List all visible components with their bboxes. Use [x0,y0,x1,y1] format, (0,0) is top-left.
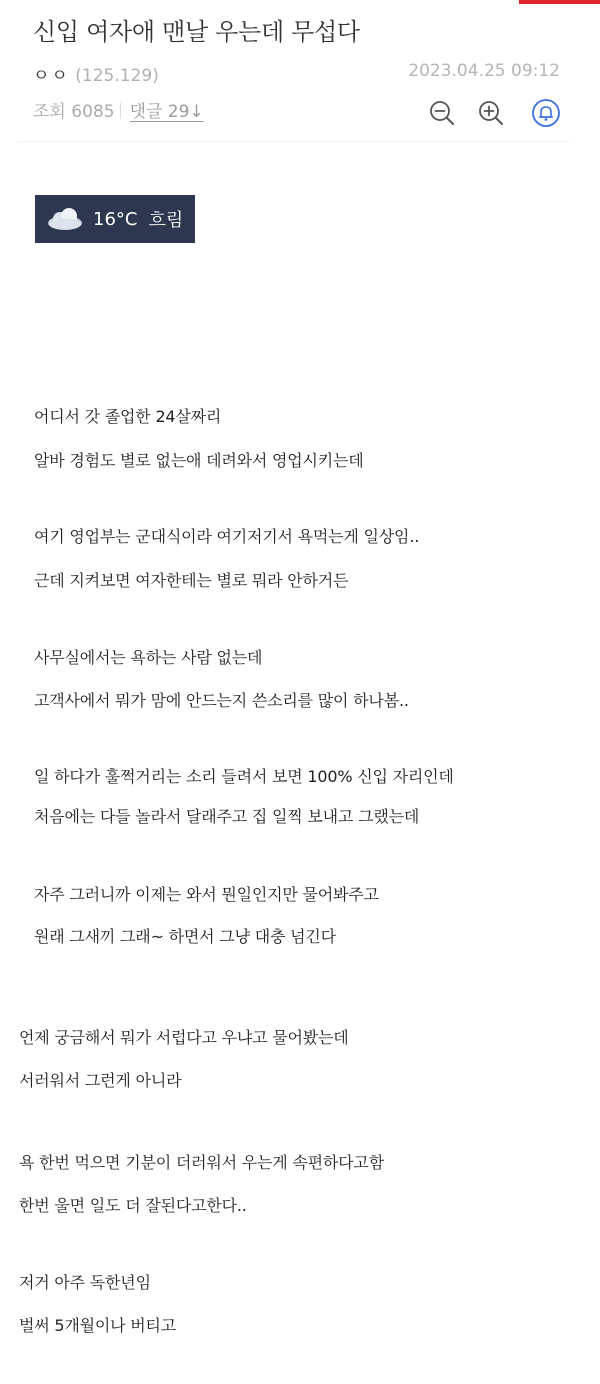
post-stats [33,97,204,123]
author-ip: (125.129) [75,66,159,86]
header-divider [18,141,570,142]
author-info[interactable] [33,61,159,86]
post-meta [33,61,560,85]
notification-button[interactable] [531,98,561,128]
weather-badge [35,195,195,243]
top-accent-tab [519,0,600,4]
stat-divider [120,103,121,119]
body-line: 고객사에서 뭐가 맘에 안드는지 쓴소리를 많이 하나봄.. [34,691,409,710]
body-line: 한번 울면 일도 더 잘된다고한다.. [19,1196,247,1215]
zoom-out-button[interactable] [427,98,457,128]
post-date: 2023.04.25 09:12 [408,61,560,81]
body-line: 알바 경험도 별로 없는애 데려와서 영업시키는데 [34,451,364,470]
body-line: 사무실에서는 욕하는 사람 없는데 [34,648,263,667]
body-line: 근데 지켜보면 여자한테는 별로 뭐라 안하거든 [34,571,349,590]
body-line: 여기 영업부는 군대식이라 여기저기서 욕먹는게 일상임.. [34,527,420,546]
body-line: 벌써 5개월이나 버티고 [19,1316,177,1335]
weather-temperature: 16°C [93,208,138,230]
cloud-icon [46,207,84,231]
bell-icon [531,98,561,128]
post-title: 신입 여자애 맨날 우는데 무섭다 [33,18,360,46]
body-line: 일 하다가 훌쩍거리는 소리 들려서 보면 100% 신입 자리인데 [34,767,454,786]
body-line: 저거 아주 독한년임 [19,1273,151,1292]
zoom-out-icon [427,98,457,128]
author-nickname[interactable]: ㅇㅇ [33,66,70,86]
body-line: 서러워서 그런게 아니라 [19,1071,182,1090]
zoom-in-button[interactable] [476,98,506,128]
body-line: 자주 그러니까 이제는 와서 뭔일인지만 물어봐주고 [34,885,379,904]
view-count: 조회 6085 [33,102,115,122]
body-line: 처음에는 다들 놀라서 달래주고 집 일찍 보내고 그랬는데 [34,807,420,826]
body-line: 원래 그새끼 그래~ 하면서 그냥 대충 넘긴다 [34,927,336,946]
body-line: 욕 한번 먹으면 기분이 더러워서 우는게 속편하다고함 [19,1153,384,1172]
weather-condition: 흐림 [148,210,184,231]
body-line: 언제 궁금해서 뭐가 서럽다고 우냐고 물어봤는데 [19,1028,349,1047]
comment-count-link[interactable]: 댓글 29↓ [129,102,204,122]
body-line: 어디서 갓 졸업한 24살짜리 [34,407,222,426]
zoom-in-icon [476,98,506,128]
